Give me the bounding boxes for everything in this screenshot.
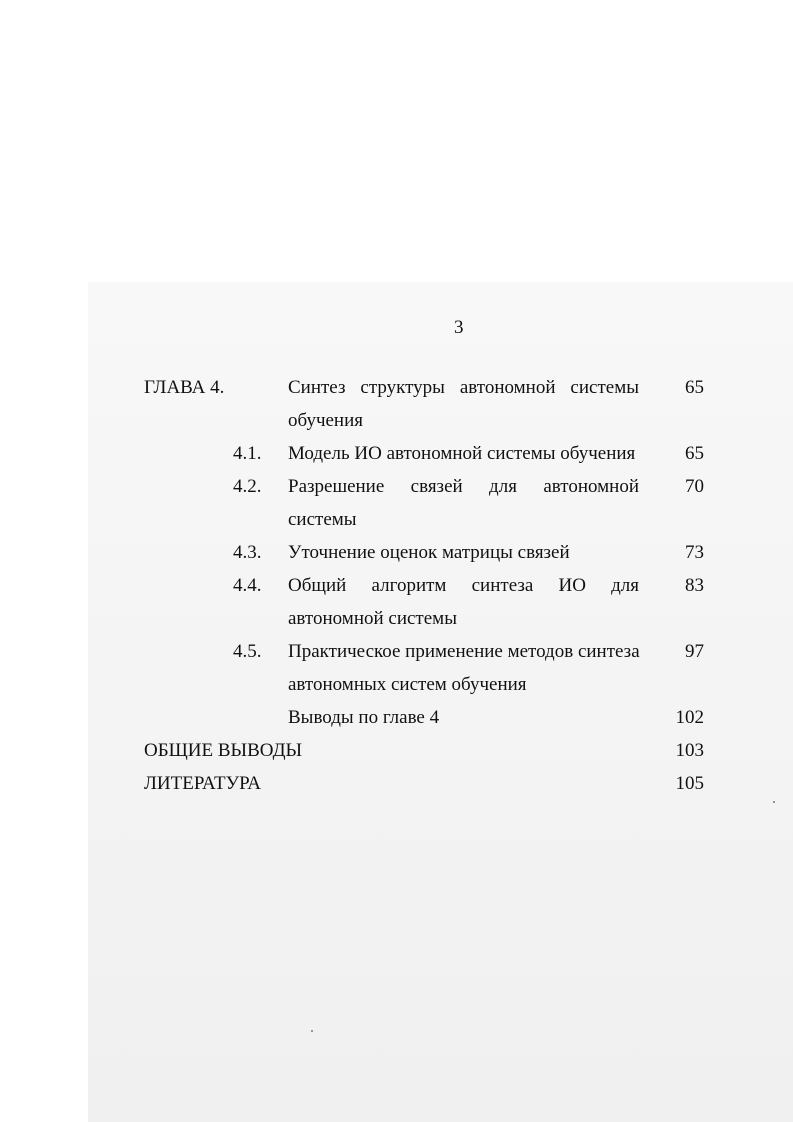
- section-page: 83: [685, 575, 704, 596]
- chapter-page: 65: [685, 377, 704, 398]
- toc-section-row: [0, 569, 793, 602]
- chapter-title-line-1: Синтез структуры автономной системы: [288, 377, 639, 398]
- toc-section-row: [0, 470, 793, 503]
- section-title: Общий алгоритм синтеза ИО для: [288, 575, 639, 596]
- literature-page: 105: [675, 773, 704, 794]
- toc-section-row-continued: [0, 503, 793, 536]
- chapter-label: ГЛАВА 4.: [144, 377, 225, 398]
- toc-section-row-continued: [0, 602, 793, 635]
- section-number: 4.5.: [233, 641, 262, 662]
- literature-title: ЛИТЕРАТУРА: [144, 773, 261, 794]
- toc-section-row: [0, 635, 793, 668]
- section-number: 4.2.: [233, 476, 262, 497]
- toc-chapter-row: [0, 371, 793, 404]
- table-of-contents: [0, 371, 793, 800]
- section-title: Уточнение оценок матрицы связей: [288, 542, 570, 563]
- toc-literature-row: [0, 767, 793, 800]
- toc-section-row-continued: [0, 668, 793, 701]
- scan-speck: [773, 801, 775, 803]
- chapter-conclusions-title: Выводы по главе 4: [288, 707, 440, 728]
- toc-section-row: [0, 437, 793, 470]
- section-page: 70: [685, 476, 704, 497]
- page-number: 3: [454, 317, 464, 338]
- chapter-title-line-2: обучения: [288, 410, 364, 431]
- general-conclusions-page: 103: [675, 740, 704, 761]
- section-title-continued: системы: [288, 509, 357, 530]
- section-title-continued: автономных систем обучения: [288, 674, 527, 695]
- section-page: 97: [685, 641, 704, 662]
- section-title: Разрешение связей для автономной: [288, 476, 639, 497]
- toc-general-conclusions-row: [0, 734, 793, 767]
- section-title: Модель ИО автономной системы обучения: [288, 443, 636, 464]
- section-number: 4.1.: [233, 443, 262, 464]
- section-number: 4.4.: [233, 575, 262, 596]
- toc-conclusions-row: [0, 701, 793, 734]
- chapter-conclusions-page: 102: [675, 707, 704, 728]
- section-title-continued: автономной системы: [288, 608, 457, 629]
- general-conclusions-title: ОБЩИЕ ВЫВОДЫ: [144, 740, 303, 761]
- section-number: 4.3.: [233, 542, 262, 563]
- section-title: Практическое применение методов синтеза: [288, 641, 640, 662]
- section-page: 73: [685, 542, 704, 563]
- scan-speck: [311, 1030, 313, 1032]
- toc-chapter-row-continued: [0, 404, 793, 437]
- toc-section-row: [0, 536, 793, 569]
- section-page: 65: [685, 443, 704, 464]
